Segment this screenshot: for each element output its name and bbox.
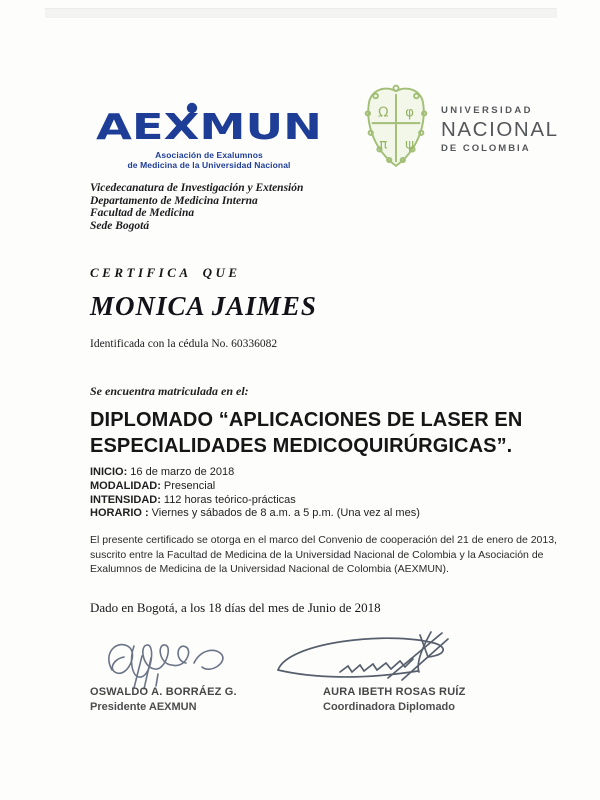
signature-right-icon (268, 626, 466, 688)
detail-modalidad (90, 480, 420, 494)
signature-block-left (90, 686, 237, 713)
unal-line1: UNIVERSIDAD (441, 104, 533, 116)
department-block (90, 182, 303, 232)
aexmun-wordmark-icon (95, 101, 323, 145)
signer-name-left: OSWALDO A. BORRÁEZ G. (90, 686, 237, 698)
detail-horario-value: Viernes y sábados de 8 a.m. a 5 p.m. (Una vez al mes) (151, 507, 420, 520)
aexmun-tagline-line2: de Medicina de la Universidad Nacional (127, 159, 291, 170)
unal-logo-text (441, 103, 559, 154)
scan-artifact-band (45, 8, 557, 18)
holder-name: MONICA JAIMES (90, 291, 317, 321)
dept-line-facultad: Facultad de Medicina (90, 207, 195, 220)
convenio-paragraph: El presente certificado se otorga en el marco del Convenio de cooperación del 21 de enero de 2013, suscrito entre la Facultad de Medicina de la Universidad Nacional de Colombia y la Asociación de Exalumnos de Medicina de la Universidad Nacional de Colombia (AEXMUN). (90, 534, 557, 576)
unal-line2: NACIONAL (441, 117, 559, 141)
detail-horario (90, 507, 420, 521)
svg-text:Ω: Ω (378, 104, 389, 121)
detail-inicio-value: 16 de marzo de 2018 (130, 466, 235, 478)
unal-line3: DE COLOMBIA (441, 142, 531, 154)
aexmun-tagline-line1: Asociación de Exalumnos (155, 150, 263, 160)
signature-block-right (323, 686, 466, 713)
svg-text:ψ: ψ (405, 136, 415, 153)
signature-left-icon (98, 634, 238, 692)
program-details (90, 466, 420, 521)
unal-crest-icon (362, 84, 430, 172)
dept-line-departamento: Departamento de Medicina Interna (90, 194, 258, 207)
dept-line-sede: Sede Bogotá (90, 219, 150, 232)
detail-modalidad-label: MODALIDAD: (90, 479, 161, 492)
detail-intensidad-label: INTENSIDAD: (90, 493, 161, 506)
signer-name-right: AURA IBETH ROSAS RUÍZ (323, 686, 466, 698)
id-number-line: Identificada con la cédula No. 60336082 (90, 338, 278, 350)
aexmun-logo (95, 101, 323, 170)
certifies-label: CERTIFICA QUE (90, 265, 241, 280)
detail-horario-label: HORARIO : (90, 507, 149, 520)
detail-intensidad-value: 112 horas teórico-prácticas (163, 493, 296, 506)
svg-text:φ: φ (405, 104, 415, 121)
unal-logo (362, 84, 559, 172)
program-title: DIPLOMADO “APLICACIONES DE LASER EN ESPECIALIDADES MEDICOQUIRÚRGICAS”. (90, 409, 523, 457)
dept-line-vicedecanatura: Vicedecanatura de Investigación y Extensión (90, 182, 304, 194)
detail-intensidad (90, 494, 420, 508)
svg-text:AEXMUN: AEXMUN (96, 107, 322, 145)
detail-inicio-label: INICIO: (90, 466, 128, 478)
detail-inicio (90, 466, 420, 480)
svg-text:π: π (379, 136, 388, 153)
signer-title-left: Presidente AEXMUN (90, 701, 197, 713)
issued-line: Dado en Bogotá, a los 18 días del mes de Junio de 2018 (90, 600, 381, 615)
detail-modalidad-value: Presencial (163, 479, 216, 492)
signer-title-right: Coordinadora Diplomado (323, 701, 455, 713)
enrollment-intro: Se encuentra matriculada en el: (90, 384, 249, 398)
